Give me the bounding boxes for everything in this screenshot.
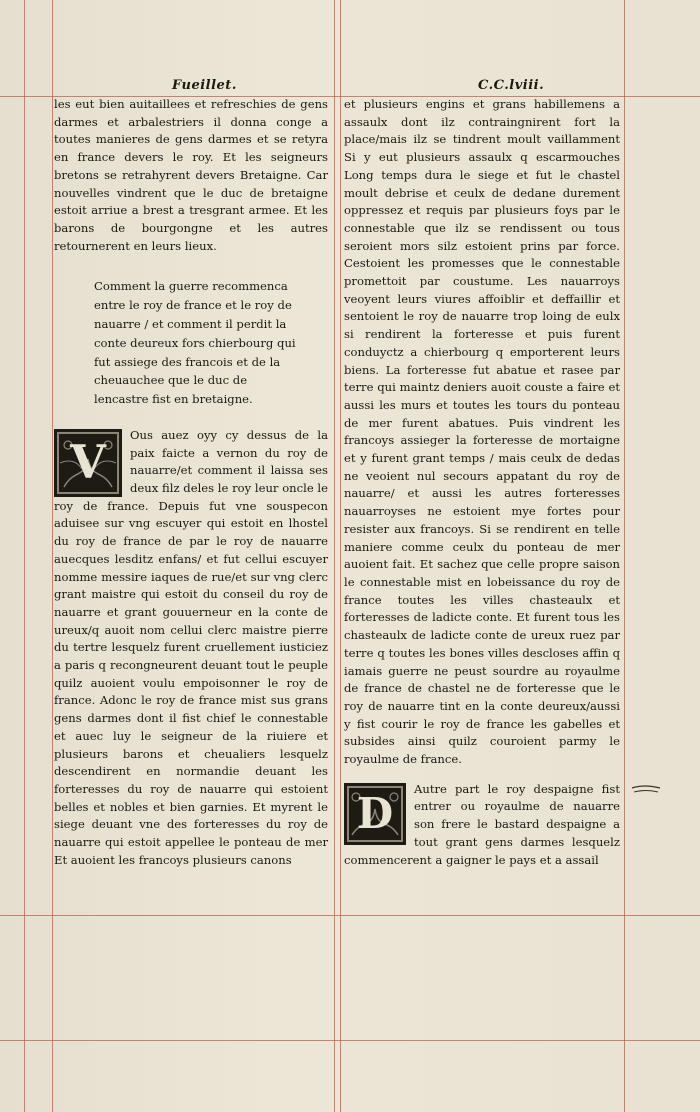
folio-header-left: Fueillet. [172, 78, 237, 93]
paragraph: et plusieurs engins et grans habillemens a assaulx dont ilz contraingnirent fort la place/mais ilz se tindrent moult vaillamment Si y eut plusieurs assaulx q escarmouches Long temps dura le siege et fut le chastel moult debrise et ceulx de dedane durement oppressez et requis par plusieurs foys par le connestable que ilz se rendissent ou tous seroient mors silz estoient prins par force. Cestoient les promesses que le connestable promettoit par coustume. Les nauarroys veoyent leurs viures affoiblir et deffaillir et sentoient le roy de nauarre trop loing de eulx si rendirent la forteresse et puis furent conduyctz a chierbourg q emporterent leurs biens. La forteresse fut abatue et rasee par terre qui maintz deniers auoit couste a faire et aussi les murs et toutes les tours du ponteau de mer furent abatues. Puis vindrent les francoys assieger la forteresse de mortaigne et y furent grant temps / mais ceulx de dedas ne veoient nul secours appatant du roy de nauarre/ et aussi les autres forteresses nauarroyses ne estoient mye fortes pour resister aux francoys. Si se rendirent en telle maniere comme ceulx du ponteau de mer auoient fait. Et sachez que celle propre saison le connestable mist en lobeissance du roy de france toutes les villes chasteaulx et forteresses de ladicte conte. Et furent tous les chasteaulx de ladicte conte de ureux ruez par terre q toutes les bones villes descloses affin q iamais guerre ne peust sourdre au royaulme de france de chastel ne de forteresse que le roy de nauarre tint en la conte deureux/aussi y fist courir le roy de france les gabelles et subsides ainsi quilz couroient parmy le royaulme de france. [344, 97, 620, 767]
ruling-line [0, 915, 700, 916]
ruling-line [624, 0, 625, 1112]
paragraph: Ous auez oyy cy dessus de la paix faicte a vernon du roy de nauarre/et comment il laissa ses deux filz deles le roy leur oncle le roy de france. Depuis fut vne souspecon aduisee sur vng escuyer qui estoit en lhostel du roy de france de par le roy de nauarre auecques lesditz enfans/ et fut cellui escuyer nomme messire iaques de rue/et sur vng clerc grant maistre qui estoit du conseil du roy de nauarre et grant gouuerneur en la conte de ureux/q auoit nom cellui clerc maistre pierre du tertre lesquelz furent cruellement iusticiez a paris q recongneurent deuant tout le peuple quilz auoient voulu empoisonner le roy de france. Adonc le roy de france mist sus grans gens darmes dont il fist chief le connestable et auec luy le seigneur de la riuiere et plusieurs barons et cheualiers lesquelz descendirent en normandie deuant les forteresses du roy de nauarre qui estoient belles et nobles et bien garnies. Et myrent le siege deuant vne des forteresses du roy de nauarre qui estoit appellee le ponteau de mer Et auoient les francoys plusieurs canons [54, 427, 328, 867]
paragraph-with-initial [54, 427, 328, 870]
ruling-line [340, 0, 341, 1112]
paragraph: Autre part le roy despaigne fist entrer ou royaulme de nauarre son frere le bastard despaigne a tout grant gens darmes lesquelz commencerent a gaigner le pays et a assail [344, 781, 620, 867]
chapter-heading: Comment la guerre recommenca entre le roy de france et le roy de nauarre / et comment il perdit la conte deureux fors chierbourg qui fut assiege des francois et de la cheuauchee que le duc de lencastre fist en bretaigne. [94, 279, 296, 407]
ruling-line [334, 0, 335, 1112]
marginal-pen-mark-icon [630, 782, 662, 796]
ruling-line [0, 1040, 700, 1041]
ruling-line [24, 0, 25, 1112]
decorated-initial [54, 429, 122, 497]
right-column [344, 96, 620, 869]
decorated-initial [344, 783, 406, 845]
initial-letter: V [70, 435, 106, 490]
left-column [54, 96, 328, 869]
folio-header-right: C.C.lviii. [478, 78, 545, 93]
paragraph: les eut bien auitaillees et refreschies de gens darmes et arbalestriers il donna conge a toutes manieres de gens darmes et se retyra en france devers le roy. Et les seigneurs bretons se retrahyrent devers Bretaigne. Car nouvelles vindrent que le duc de bretaigne estoit arriue a brest a tresgrant armee. Et les barons de bourgongne et les autres retournerent en leurs lieux. [54, 97, 328, 253]
paragraph-with-initial [344, 781, 620, 870]
ruling-line [52, 0, 53, 1112]
initial-letter: D [356, 788, 394, 838]
